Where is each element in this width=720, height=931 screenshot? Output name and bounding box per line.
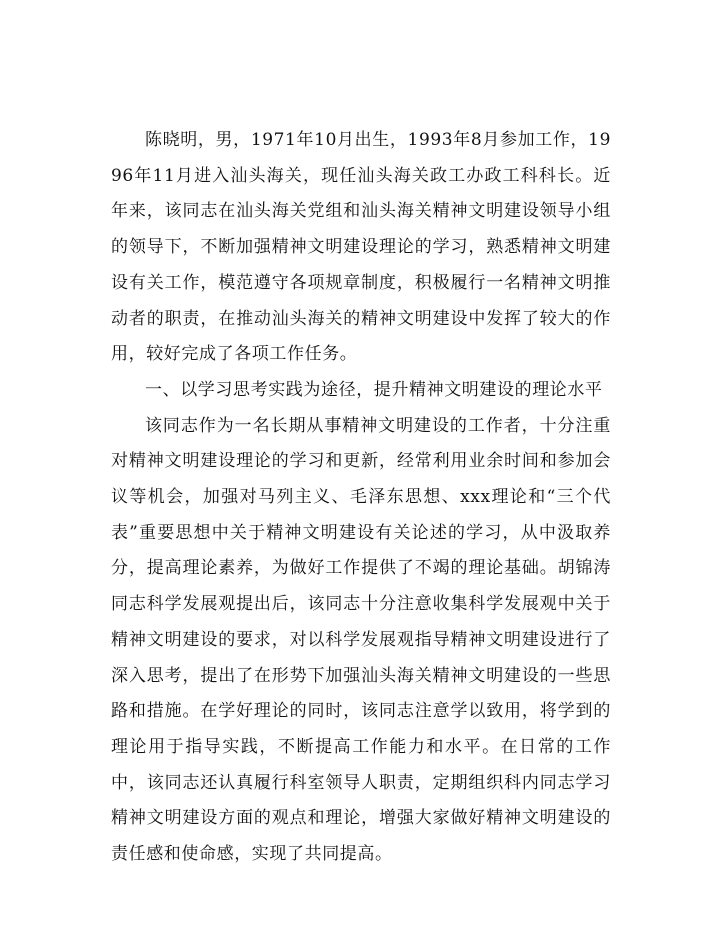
- section-paragraph: 该同志作为一名长期从事精神文明建设的工作者，十分注重对精神文明建设理论的学习和更新，经常利用业余时间和参加会议等机会，加强对马列主义、毛泽东思想、xxx理论和“三个代表”重要思想中关于精神文明建设有关论述的学习，从中汲取养分，提高理论素养，为做好工作提供了不竭的理论基础。胡锦涛同志科学发展观提出后，该同志十分注意收集科学发展观中关于精神文明建设的要求，对以科学发展观指导精神文明建设进行了深入思考，提出了在形势下加强汕头海关精神文明建设的一些思路和措施。在学好理论的同时，该同志注意学以致用，将学到的理论用于指导实践，不断提高工作能力和水平。在日常的工作中，该同志还认真履行科室领导人职责，定期组织科内同志学习精神文明建设方面的观点和理论，增强大家做好精神文明建设的责任感和使命感，实现了共同提高。: [111, 415, 611, 865]
- document-body: [111, 123, 611, 873]
- intro-paragraph: 陈晓明，男，1971年10月出生，1993年8月参加工作，1996年11月进入汕头海关，现任汕头海关政工办政工科科长。近年来，该同志在汕头海关党组和汕头海关精神文明建设领导小组的领导下，不断加强精神文明建设理论的学习，熟悉精神文明建设有关工作，模范遵守各项规章制度，积极履行一名精神文明推动者的职责，在推动汕头海关的精神文明建设中发挥了较大的作用，较好完成了各项工作任务。: [111, 130, 611, 365]
- section-heading: 一、以学习思考实践为途径，提升精神文明建设的理论水平: [145, 379, 603, 400]
